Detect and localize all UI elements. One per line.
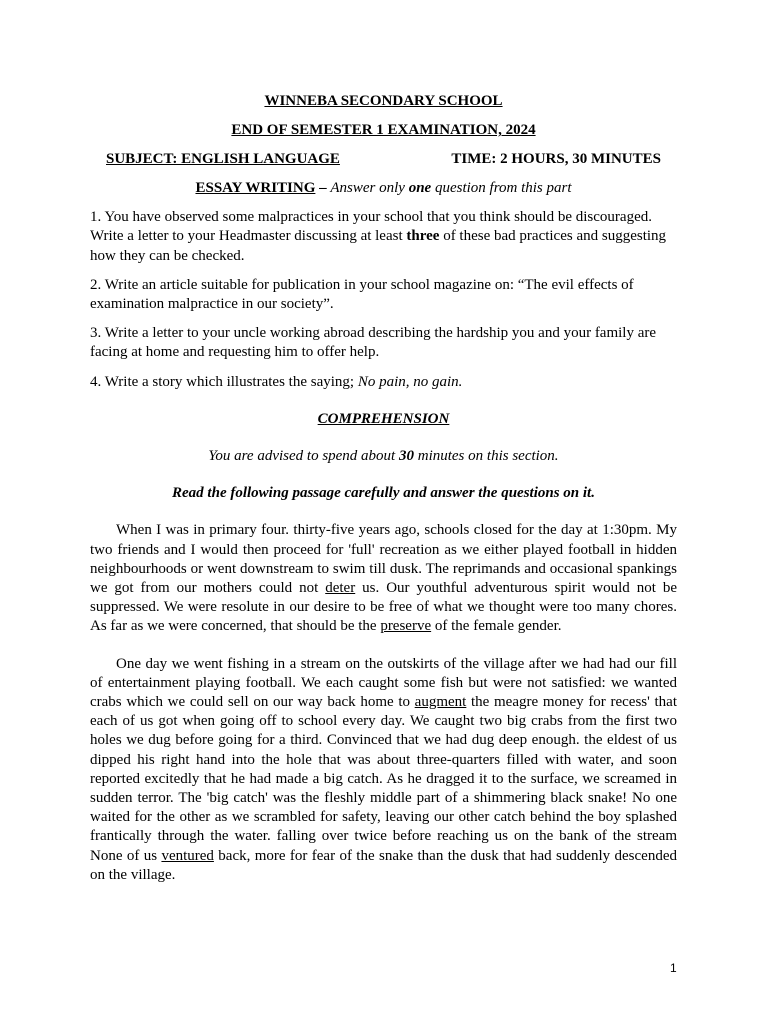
exam-title: END OF SEMESTER 1 EXAMINATION, 2024 (231, 122, 536, 138)
page-number: 1 (670, 961, 677, 975)
comprehension-heading: COMPREHENSION (317, 410, 450, 427)
passage-paragraph-1: When I was in primary four. thirty-five years ago, schools closed for the day at 1:30pm. My two friends and I would then proceed for 'full' recreation as we either played football in hidden neighbourhoods or went downstream to swim till dusk. The reprimands and occasional spankings we got from our mothers could not deter us. Our youthful adventurous spirit would not be suppressed. We were resolute in our desire to be free of what we thought were too many chores. As far as we were concerned, that should be the preserve of the female gender. (90, 522, 677, 635)
exam-page (90, 92, 677, 885)
essay-instruction: ESSAY WRITING – Answer only one question from this part (195, 180, 572, 196)
vocab-augment: augment (414, 694, 467, 711)
essay-question-1: 1. You have observed some malpractices in your school that you think should be discouraged. Write a letter to your Headmaster discussing at least three of these bad practices and suggesting how they can be checked. (90, 209, 667, 264)
vocab-preserve: preserve (380, 618, 432, 635)
school-name: WINNEBA SECONDARY SCHOOL (264, 93, 503, 109)
reading-instruction: Read the following passage carefully and answer the questions on it. (172, 485, 595, 502)
vocab-ventured: ventured (161, 847, 214, 864)
essay-question-3: 3. Write a letter to your uncle working abroad describing the hardship you and your family are facing at home and requesting him to offer help. (90, 325, 657, 361)
vocab-deter: deter (325, 580, 356, 597)
essay-question-4: 4. Write a story which illustrates the saying; No pain, no gain. (90, 373, 463, 390)
essay-question-2: 2. Write an article suitable for publication in your school magazine on: “The evil effects of examination malpractice in our society”. (90, 276, 634, 313)
passage-paragraph-2: One day we went fishing in a stream on the outskirts of the village after we had had our fill of entertainment playing football. We each caught some fish but were not satisfied: we wanted crabs which we could sell on our way back home to augment the meagre money for recess' that each of us got when going off to school every day. We caught two big crabs from the first two holes we dug before going for a third. Convinced that we had dug deep enough. the eldest of us dipped his right hand into the hole that was about three-quarters filled with water, and soon reported excitedly that he had made a big catch. As he dragged it to the surface, we screamed in sudden terror. The 'big catch' was the fleshly middle part of a shimmering black snake! No one waited for the other as we scrambled for safety, leaving our other catch behind the boy splashed frantically through the water. falling over twice before reaching us on the bank of the stream None of us ventured back, more for fear of the snake than the dusk that had suddenly descended on the village. (90, 655, 677, 883)
essay-heading: ESSAY WRITING (195, 180, 316, 196)
subject-label: SUBJECT: ENGLISH LANGUAGE (106, 151, 340, 167)
time-label: TIME: 2 HOURS, 30 MINUTES (451, 151, 661, 167)
time-advice: You are advised to spend about 30 minutes on this section. (208, 448, 559, 465)
subject-time-row (90, 150, 677, 169)
